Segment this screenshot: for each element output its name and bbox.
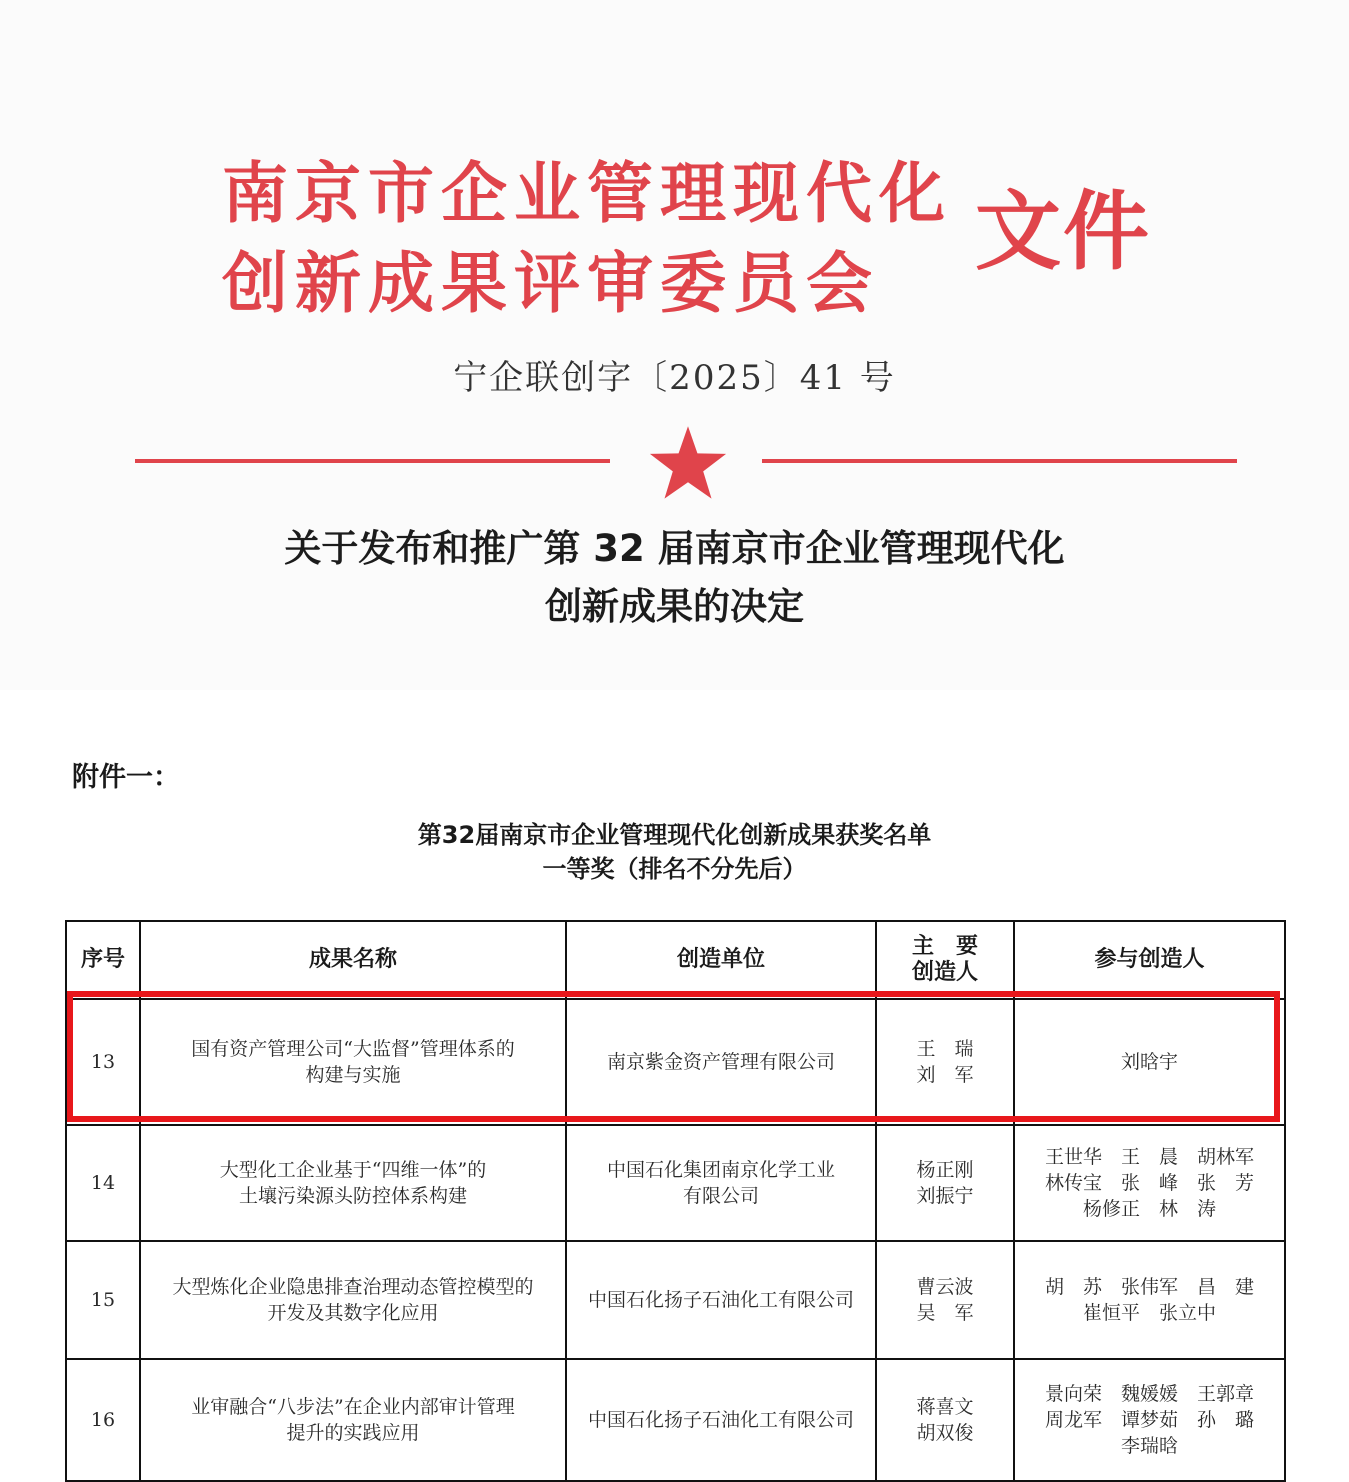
table-row — [66, 1241, 1285, 1359]
decision-title-line-2: 创新成果的决定 — [545, 585, 804, 628]
award-list-title — [0, 818, 1349, 886]
header-participants: 参与创造人 — [1014, 921, 1285, 999]
red-rule-left — [135, 459, 610, 463]
unit-line: 南京紫金资产管理有限公司 — [606, 1051, 835, 1073]
participant-line: 周龙军 谭梦茹 孙 璐 — [1044, 1409, 1254, 1431]
issuer-line-2: 创新成果评审委员会 — [222, 244, 879, 322]
award-table — [65, 920, 1286, 1482]
row-main-creators — [876, 1125, 1014, 1241]
row-participants — [1014, 1359, 1285, 1481]
row-participants — [1014, 1241, 1285, 1359]
red-rule-right — [762, 459, 1237, 463]
row-achievement-name — [140, 1359, 566, 1481]
main-creator: 曹云波 — [916, 1276, 974, 1298]
unit-line: 中国石化扬子石油化工有限公司 — [587, 1289, 854, 1311]
participant-line: 李瑞晗 — [1120, 1435, 1178, 1457]
main-creator: 胡双俊 — [916, 1422, 974, 1444]
participant-line: 林传宝 张 峰 张 芳 — [1044, 1172, 1254, 1194]
name-line: 构建与实施 — [305, 1064, 401, 1086]
row-creating-unit — [566, 999, 876, 1125]
main-creator: 杨正刚 — [916, 1159, 974, 1181]
award-list-heading: 第32届南京市企业管理现代化创新成果获奖名单 — [417, 821, 932, 849]
row-main-creators — [876, 999, 1014, 1125]
participant-line: 胡 苏 张伟军 昌 建 — [1044, 1276, 1254, 1298]
participant-line: 景向荣 魏媛媛 王郭章 — [1044, 1383, 1254, 1405]
main-creator: 王 瑞 — [916, 1038, 974, 1060]
row-participants — [1014, 1125, 1285, 1241]
row-seq: 13 — [66, 999, 140, 1125]
decision-title — [0, 520, 1349, 636]
header-main-creators — [876, 921, 1014, 999]
unit-line: 中国石化扬子石油化工有限公司 — [587, 1409, 854, 1431]
row-seq: 15 — [66, 1241, 140, 1359]
participant-line: 刘晗宇 — [1120, 1051, 1178, 1073]
participant-line: 王世华 王 晨 胡林军 — [1044, 1146, 1254, 1168]
header-main-line-2: 创造人 — [911, 960, 978, 985]
issuer-line-1: 南京市企业管理现代化 — [222, 154, 952, 232]
participant-line: 杨修正 林 涛 — [1082, 1198, 1216, 1220]
header-creating-unit: 创造单位 — [566, 921, 876, 999]
name-line: 开发及其数字化应用 — [267, 1302, 439, 1324]
row-creating-unit — [566, 1241, 876, 1359]
document-number: 宁企联创字〔2025〕41 号 — [453, 358, 896, 398]
decision-title-line-1: 关于发布和推广第 32 届南京市企业管理现代化 — [284, 527, 1065, 570]
name-line: 大型化工企业基于“四维一体”的 — [219, 1159, 487, 1181]
row-creating-unit — [566, 1125, 876, 1241]
name-line: 大型炼化企业隐患排查治理动态管控模型的 — [172, 1276, 534, 1298]
header-seq: 序号 — [66, 921, 140, 999]
name-line: 土壤污染源头防控体系构建 — [238, 1185, 467, 1207]
award-level: 一等奖（排名不分先后） — [542, 855, 807, 883]
attachment-label: 附件一： — [72, 762, 180, 793]
main-creator: 刘振宁 — [916, 1185, 974, 1207]
table-row — [66, 1125, 1285, 1241]
row-achievement-name — [140, 1125, 566, 1241]
row-participants — [1014, 999, 1285, 1125]
header-achievement-name: 成果名称 — [140, 921, 566, 999]
document-header — [0, 0, 1349, 690]
row-achievement-name — [140, 999, 566, 1125]
row-main-creators — [876, 1241, 1014, 1359]
row-main-creators — [876, 1359, 1014, 1481]
row-creating-unit — [566, 1359, 876, 1481]
row-achievement-name — [140, 1241, 566, 1359]
unit-line: 有限公司 — [682, 1185, 759, 1207]
main-creator: 吴 军 — [916, 1302, 974, 1324]
header-main-line-1: 主 要 — [911, 934, 978, 959]
row-seq: 14 — [66, 1125, 140, 1241]
main-creator: 刘 军 — [916, 1064, 974, 1086]
table-row — [66, 1359, 1285, 1481]
document-word: 文件 — [975, 181, 1151, 282]
main-creator: 蒋喜文 — [916, 1396, 974, 1418]
red-star-icon — [648, 424, 728, 502]
table-row — [66, 999, 1285, 1125]
name-line: 提升的实践应用 — [286, 1422, 420, 1444]
row-seq: 16 — [66, 1359, 140, 1481]
name-line: 业审融合“八步法”在企业内部审计管理 — [191, 1396, 515, 1418]
table-header-row — [66, 921, 1285, 999]
unit-line: 中国石化集团南京化学工业 — [606, 1159, 835, 1181]
participant-line: 崔恒平 张立中 — [1082, 1302, 1216, 1324]
issuer-name — [222, 148, 952, 328]
name-line: 国有资产管理公司“大监督”管理体系的 — [191, 1038, 515, 1060]
